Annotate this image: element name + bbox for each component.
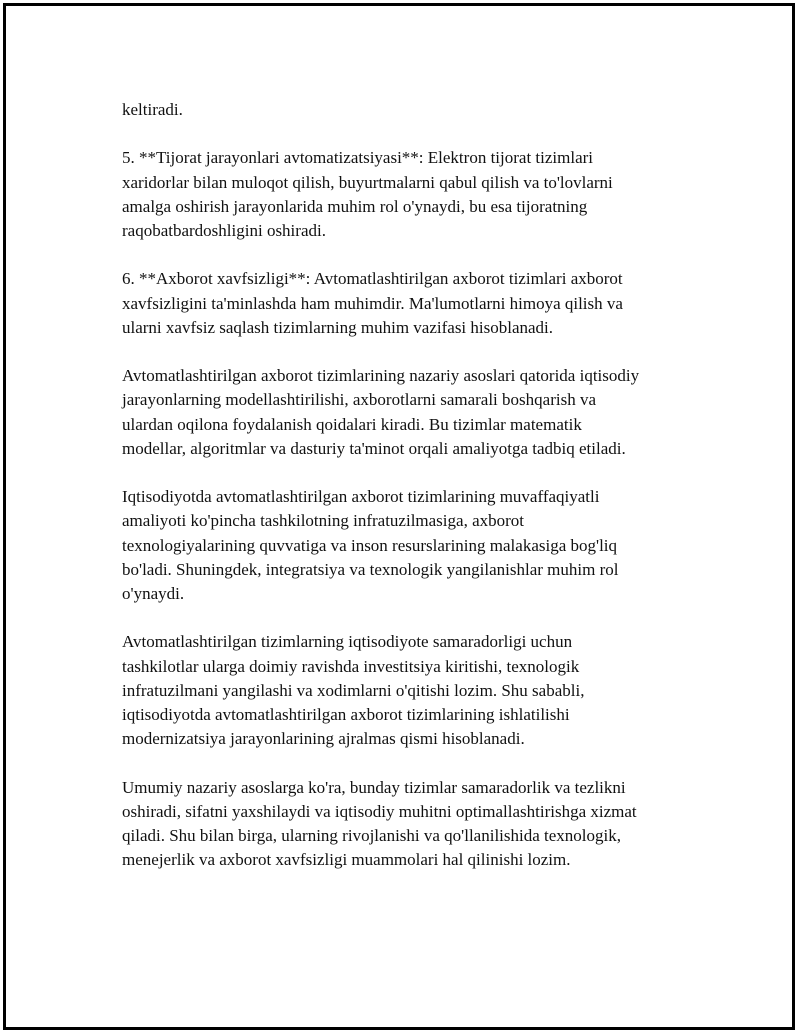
text-line: Umumiy nazariy asoslarga ko'ra, bunday tizimlar samaradorlik va tezlikni [122, 777, 626, 797]
text-line: amaliyoti ko'pincha tashkilotning infratuzilmasiga, axborot [122, 511, 524, 531]
text-line: Avtomatlashtirilgan tizimlarning iqtisodiyote samaradorligi uchun [122, 632, 573, 652]
text-line: oshiradi, sifatni yaxshilaydi va iqtisodiy muhitni optimallashtirishga xizmat [122, 801, 637, 821]
text-line: o'ynaydi. [122, 584, 185, 603]
text-line: bo'ladi. Shuningdek, integratsiya va texnologik yangilanishlar muhim rol [122, 559, 619, 579]
text-line: amalga oshirish jarayonlarida muhim rol o'ynaydi, bu esa tijoratning [122, 196, 588, 216]
text-line: texnologiyalarining quvvatiga va inson resurslarining malakasiga bog'liq [122, 535, 618, 555]
paragraph [122, 146, 692, 243]
text-line: menejerlik va axborot xavfsizligi muammolari hal qilinishi lozim. [122, 850, 571, 870]
text-line: modellar, algoritmlar va dasturiy ta'minot orqali amaliyotga tadbiq etiladi. [122, 438, 626, 458]
text-line: keltiradi. [122, 100, 183, 119]
text-line: 5. **Tijorat jarayonlari avtomatizatsiyasi**: Elektron tijorat tizimlari [122, 148, 594, 168]
text-line: Avtomatlashtirilgan axborot tizimlarining nazariy asoslari qatorida iqtisodiy [122, 366, 640, 386]
text-line: modernizatsiya jarayonlarining ajralmas qismi hisoblanadi. [122, 729, 525, 749]
text-line: Iqtisodiyotda avtomatlashtirilgan axborot tizimlarining muvaffaqiyatli [122, 487, 600, 507]
text-line: xavfsizligini ta'minlashda ham muhimdir. Ma'lumotlarni himoya qilish va [122, 293, 623, 313]
paragraph [122, 98, 692, 122]
text-line: ularni xavfsiz saqlash tizimlarning muhim vazifasi hisoblanadi. [122, 317, 554, 337]
text-line: raqobatbardoshligini oshiradi. [122, 221, 326, 240]
paragraph [122, 267, 692, 340]
paragraph [122, 776, 692, 873]
text-line: jarayonlarning modellashtirilishi, axborotlarni samarali boshqarish va [122, 390, 596, 410]
text-line: tashkilotlar ularga doimiy ravishda investitsiya kiritishi, texnologik [122, 656, 580, 676]
text-line: qiladi. Shu bilan birga, ularning rivojlanishi va qo'llanilishida texnologik, [122, 826, 621, 845]
paragraph [122, 630, 692, 751]
text-line: iqtisodiyotda avtomatlashtirilgan axborot tizimlarining ishlatilishi [122, 705, 570, 724]
paragraph [122, 485, 692, 606]
paragraph [122, 364, 692, 461]
text-line: infratuzilmani yangilashi va xodimlarni o'qitishi lozim. Shu sababli, [122, 680, 585, 700]
text-line: 6. **Axborot xavfsizligi**: Avtomatlashtirilgan axborot tizimlari axborot [122, 269, 623, 289]
page-frame [3, 3, 795, 1030]
text-line: ulardan oqilona foydalanish qoidalari kiradi. Bu tizimlar matematik [122, 414, 582, 434]
text-line: xaridorlar bilan muloqot qilish, buyurtmalarni qabul qilish va to'lovlarni [122, 172, 613, 192]
document-body [122, 98, 692, 897]
